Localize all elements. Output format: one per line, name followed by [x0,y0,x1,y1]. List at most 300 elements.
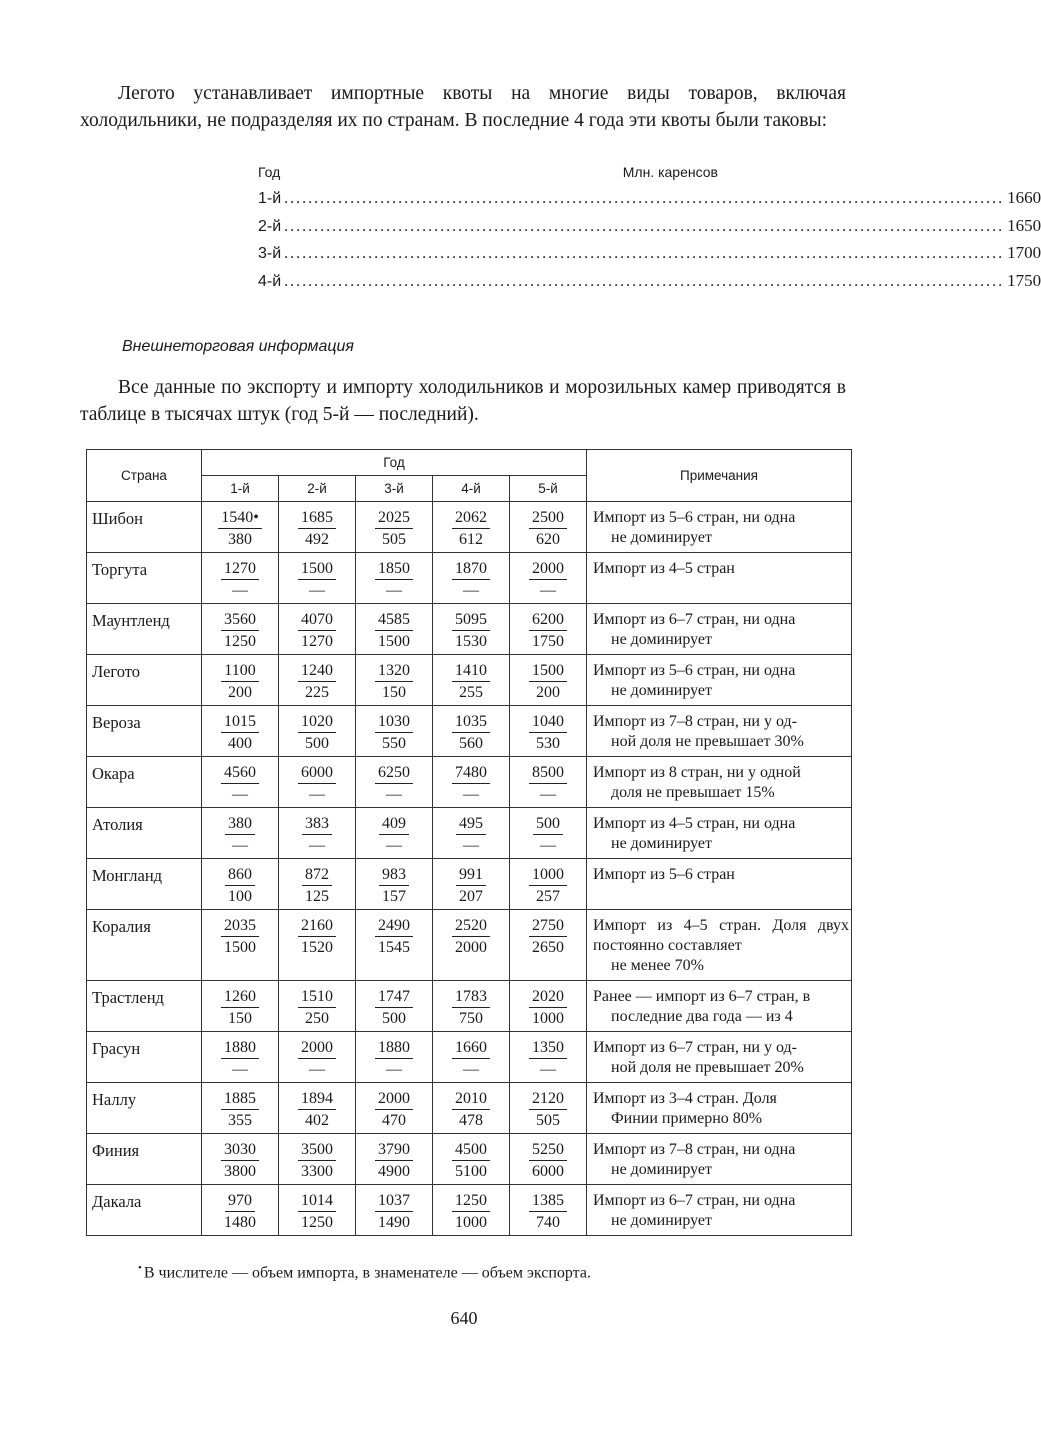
import-value: 1250 [452,1191,490,1212]
import-value: 1783 [452,987,490,1008]
country-cell: Окара [87,757,202,808]
import-value: 2000 [298,1038,336,1059]
import-value: 872 [302,865,332,886]
header-country: Страна [87,450,202,502]
value-cell [433,1134,510,1185]
value-cell [433,604,510,655]
import-value: 6000 [298,763,336,784]
export-value: 505 [382,531,406,548]
export-value: 6000 [532,1163,564,1180]
value-cell [202,655,279,706]
export-value: — [232,837,248,854]
country-cell: Торгута [87,553,202,604]
value-cell [510,981,587,1032]
note-line-1: Импорт из 4–5 стран [593,560,735,577]
value-cell [279,553,356,604]
footnote-mark: • [138,1262,142,1274]
country-cell: Атолия [87,808,202,859]
import-value: 1030 [375,712,413,733]
quota-year: 2-й [258,217,282,235]
value-cell [510,808,587,859]
import-value: 1035 [452,712,490,733]
trade-table-body [87,502,852,1236]
export-value: 478 [459,1112,483,1129]
export-value: 1270 [301,633,333,650]
import-value: 1320 [375,661,413,682]
table-row [87,910,852,981]
value-cell [510,1134,587,1185]
note-line-1: Ранее — импорт из 6–7 стран, в [593,988,811,1005]
export-value: — [463,1061,479,1078]
country-cell: Дакала [87,1185,202,1236]
value-cell [356,502,433,553]
export-value: — [463,582,479,599]
export-value: 550 [382,735,406,752]
export-value: 1500 [224,939,256,956]
table-row [87,655,852,706]
header-year-1: 1-й [202,476,279,502]
table-row [87,859,852,910]
import-value: 1870 [452,559,490,580]
import-value: 2520 [452,916,490,937]
page-number: 640 [450,1308,478,1328]
note-line-2: Финии примерно 80% [611,1110,763,1127]
note-line-1: Импорт из 3–4 стран. Доля [593,1090,777,1107]
table-row [87,553,852,604]
country-cell: Легото [87,655,202,706]
import-value: 380 [225,814,255,835]
export-value: 207 [459,888,483,905]
import-value: 1020 [298,712,336,733]
value-cell [433,981,510,1032]
value-cell [279,706,356,757]
export-value: — [540,786,556,803]
value-cell [356,553,433,604]
quota-col-year: Год [258,164,281,180]
export-value: — [386,837,402,854]
value-cell [356,1134,433,1185]
export-value: 1750 [532,633,564,650]
value-cell [356,1032,433,1083]
quota-row [258,267,1041,295]
table-row [87,1032,852,1083]
import-value: 1015 [221,712,259,733]
value-cell [433,910,510,981]
value-cell [202,604,279,655]
quota-value: 1650 [1007,215,1041,235]
value-cell [356,757,433,808]
value-cell [202,859,279,910]
quota-col-value: Млн. каренсов [622,164,718,180]
export-value: — [309,1061,325,1078]
note-cell [587,1185,852,1236]
export-value: 1000 [532,1010,564,1027]
import-value: 1880 [375,1038,413,1059]
value-cell [510,604,587,655]
quota-value: 1660 [1007,188,1041,207]
value-cell [279,981,356,1032]
export-value: — [540,1061,556,1078]
value-cell [433,757,510,808]
note-cell [587,757,852,808]
value-cell [356,859,433,910]
export-value: 125 [305,888,329,905]
value-cell [279,808,356,859]
export-value: 1480 [224,1214,256,1231]
value-cell [510,655,587,706]
import-value: 4560 [221,763,259,784]
note-line-2: ной доля не превышает 30% [611,733,804,750]
export-value: 1000 [455,1214,487,1231]
note-line-1: Импорт из 5–6 стран, ни одна [593,509,796,526]
header-year-5: 5-й [510,476,587,502]
quota-row [258,239,1041,267]
value-cell [279,655,356,706]
value-cell [202,1185,279,1236]
footnote-text: В числителе — объем импорта, в знаменателе — объем экспорта. [143,1264,591,1282]
export-value: 470 [382,1112,406,1129]
import-value: 1350 [529,1038,567,1059]
value-cell [202,1032,279,1083]
value-cell [510,757,587,808]
value-cell [510,1185,587,1236]
import-value: 970 [225,1191,255,1212]
dot-leader: ........................................................................................................................ [284,245,1005,262]
note-cell [587,1083,852,1134]
export-value: 750 [459,1010,483,1027]
value-cell [202,1083,279,1134]
section-paragraph [80,374,846,428]
export-value: 4900 [378,1163,410,1180]
country-cell: Монгланд [87,859,202,910]
quota-year: 4-й [258,272,282,290]
import-value: 495 [456,814,486,835]
export-value: 150 [228,1010,252,1027]
note-line-2: не доминирует [611,529,712,546]
export-value: — [386,786,402,803]
value-cell [279,1185,356,1236]
quota-year: 1-й [258,190,282,207]
value-cell [433,859,510,910]
quota-header [258,160,718,184]
export-value: 2000 [455,939,487,956]
export-value: 250 [305,1010,329,1027]
import-value: 1880 [221,1038,259,1059]
import-value: 1540• [218,508,262,529]
export-value: 402 [305,1112,329,1129]
value-cell [510,1032,587,1083]
dot-leader: ........................................................................................................................ [284,217,1005,235]
value-cell [433,706,510,757]
trade-table [86,449,852,1236]
value-cell [510,859,587,910]
value-cell [202,757,279,808]
note-line-2: ной доля не превышает 20% [611,1059,804,1076]
export-value: 400 [228,735,252,752]
header-notes: Примечания [587,450,852,502]
export-value: — [386,1061,402,1078]
export-value: 150 [382,684,406,701]
import-value: 409 [379,814,409,835]
note-cell [587,502,852,553]
import-value: 1040 [529,712,567,733]
value-cell [279,910,356,981]
value-cell [356,910,433,981]
export-value: — [386,582,402,599]
intro-paragraph [80,80,846,134]
country-cell: Финия [87,1134,202,1185]
value-cell [202,706,279,757]
export-value: — [232,786,248,803]
import-value: 1850 [375,559,413,580]
import-value: 1660 [452,1038,490,1059]
note-line-2: не доминирует [611,1161,712,1178]
import-value: 1500 [298,559,336,580]
export-value: — [463,837,479,854]
table-row [87,604,852,655]
country-cell: Наллу [87,1083,202,1134]
export-value: 1490 [378,1214,410,1231]
value-cell [279,1134,356,1185]
export-value: 560 [459,735,483,752]
quota-value: 1750 [1007,270,1041,290]
note-cell [587,808,852,859]
import-value: 383 [302,814,332,835]
import-value: 1000 [529,865,567,886]
import-value: 1014 [298,1191,336,1212]
value-cell [202,808,279,859]
note-line-1: Импорт из 5–6 стран [593,866,735,883]
export-value: 3300 [301,1163,333,1180]
import-value: 3030 [221,1140,259,1161]
export-value: 100 [228,888,252,905]
dot-leader: ........................................................................................................................ [284,190,1005,207]
import-value: 6200 [529,610,567,631]
dot-leader: ........................................................................................................................ [284,272,1005,290]
import-value: 2160 [298,916,336,937]
note-line-1: Импорт из 6–7 стран, ни одна [593,611,796,628]
header-year: Год [202,450,587,476]
value-cell [279,859,356,910]
table-row [87,808,852,859]
import-value: 1037 [375,1191,413,1212]
value-cell [510,910,587,981]
import-value: 860 [225,865,255,886]
value-cell [356,655,433,706]
value-cell [202,910,279,981]
country-cell: Вероза [87,706,202,757]
import-value: 8500 [529,763,567,784]
value-cell [356,706,433,757]
export-value: 1530 [455,633,487,650]
note-cell [587,655,852,706]
import-value: 1747 [375,987,413,1008]
import-value: 2490 [375,916,413,937]
value-cell [510,553,587,604]
note-line-2: не доминирует [611,1212,712,1229]
note-line-2: не доминирует [611,682,712,699]
export-value: 225 [305,684,329,701]
header-year-2: 2-й [279,476,356,502]
export-value: 1545 [378,939,410,956]
quota-row [258,212,1041,240]
value-cell [510,502,587,553]
table-row [87,1185,852,1236]
value-cell [433,808,510,859]
import-value: 2010 [452,1089,490,1110]
export-value: 1250 [224,633,256,650]
note-line-2: не доминирует [611,835,712,852]
value-cell [356,808,433,859]
value-cell [279,502,356,553]
import-value: 4585 [375,610,413,631]
note-line-1: Импорт из 5–6 стран, ни одна [593,662,796,679]
import-value: 1685 [298,508,336,529]
export-value: 505 [536,1112,560,1129]
export-value: 500 [305,735,329,752]
export-value: 530 [536,735,560,752]
import-value: 5095 [452,610,490,631]
import-value: 3560 [221,610,259,631]
note-line-1: Импорт из 6–7 стран, ни у од- [593,1039,797,1056]
note-line-1: Импорт из 4–5 стран, ни одна [593,815,796,832]
export-value: 1500 [378,633,410,650]
import-value: 6250 [375,763,413,784]
value-cell [356,1083,433,1134]
import-value: 2062 [452,508,490,529]
export-value: — [540,582,556,599]
import-value: 2000 [375,1089,413,1110]
export-value: 200 [536,684,560,701]
export-value: — [232,582,248,599]
import-value: 500 [533,814,563,835]
export-value: 1520 [301,939,333,956]
table-row [87,757,852,808]
export-value: 1250 [301,1214,333,1231]
import-value: 2035 [221,916,259,937]
import-value: 1270 [221,559,259,580]
value-cell [202,553,279,604]
import-value: 2500 [529,508,567,529]
import-value: 1885 [221,1089,259,1110]
export-value: — [309,786,325,803]
country-cell: Грасун [87,1032,202,1083]
import-value: 2020 [529,987,567,1008]
import-value: 1100 [221,661,258,682]
import-value: 4070 [298,610,336,631]
note-line-1: Импорт из 7–8 стран, ни одна [593,1141,796,1158]
export-value: — [309,837,325,854]
value-cell [279,1083,356,1134]
import-value: 4500 [452,1140,490,1161]
country-cell: Маунтленд [87,604,202,655]
value-cell [433,553,510,604]
note-line-2: не менее 70% [611,957,704,974]
value-cell [202,1134,279,1185]
value-cell [433,1032,510,1083]
intro-text: Легото устанавливает импортные квоты на многие виды товаров, включая холодильники, не подразделяя их по странам. В последние 4 года эти квоты были таковы: [80,83,846,131]
export-value: — [309,582,325,599]
export-value: 500 [382,1010,406,1027]
table-row [87,706,852,757]
export-value: 200 [228,684,252,701]
value-cell [433,1083,510,1134]
export-value: 612 [459,531,483,548]
quota-value: 1700 [1007,243,1041,262]
note-cell [587,1032,852,1083]
header-year-4: 4-й [433,476,510,502]
value-cell [510,1083,587,1134]
header-year-3: 3-й [356,476,433,502]
import-value: 1510 [298,987,336,1008]
import-value: 1894 [298,1089,336,1110]
quota-year: 3-й [258,245,282,262]
export-value: 3800 [224,1163,256,1180]
note-cell [587,910,852,981]
table-row [87,1083,852,1134]
note-line-1: Импорт из 7–8 стран, ни у од- [593,713,797,730]
note-line-2: последние два года — из 4 [611,1008,793,1025]
quota-row [258,184,1041,212]
value-cell [433,1185,510,1236]
value-cell [202,502,279,553]
note-line-2: доля не превышает 15% [611,784,775,801]
import-value: 7480 [452,763,490,784]
export-value: 257 [536,888,560,905]
country-cell: Трастленд [87,981,202,1032]
section-text: Все данные по экспорту и импорту холодильников и морозильных камер приводятся в таблице в тысячах штук (год 5-й — последний). [80,377,846,425]
export-value: 2650 [532,939,564,956]
import-value: 5250 [529,1140,567,1161]
value-cell [356,1185,433,1236]
export-value: 620 [536,531,560,548]
note-line-2: не доминирует [611,631,712,648]
table-row [87,1134,852,1185]
export-value: 740 [536,1214,560,1231]
export-value: — [232,1061,248,1078]
value-cell [279,604,356,655]
value-cell [433,655,510,706]
import-value: 991 [456,865,486,886]
import-value: 2025 [375,508,413,529]
export-value: — [540,837,556,854]
value-cell [356,604,433,655]
section-title: Внешнеторговая информация [122,338,354,355]
import-value: 983 [379,865,409,886]
note-cell [587,604,852,655]
import-value: 1500 [529,661,567,682]
value-cell [433,502,510,553]
note-line-1: Импорт из 4–5 стран. Доля двух постоянно составляет [593,917,849,954]
table-row [87,981,852,1032]
note-line-1: Импорт из 8 стран, ни у одной [593,764,801,781]
export-value: 380 [228,531,252,548]
export-value: — [463,786,479,803]
country-cell: Коралия [87,910,202,981]
note-cell [587,981,852,1032]
country-cell: Шибон [87,502,202,553]
footnote [138,1262,591,1282]
note-cell [587,706,852,757]
import-value: 2000 [529,559,567,580]
quota-rows [258,184,1041,294]
export-value: 492 [305,531,329,548]
import-value: 1385 [529,1191,567,1212]
note-cell [587,1134,852,1185]
export-value: 255 [459,684,483,701]
import-value: 3790 [375,1140,413,1161]
note-cell [587,859,852,910]
